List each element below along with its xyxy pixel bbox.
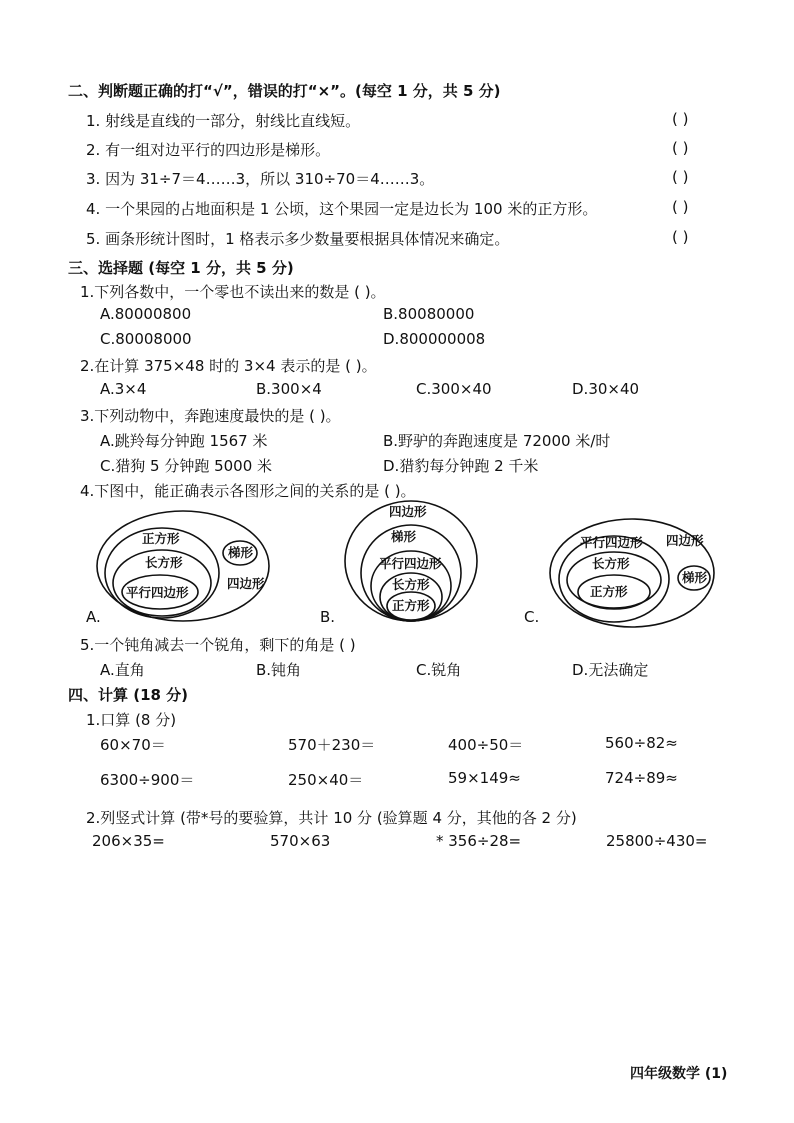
diag-b-label-rectangle: 长方形 — [392, 577, 430, 592]
q2-option-b[interactable]: B.300×4 — [256, 380, 322, 398]
diag-a-label-quadrilateral: 四边形 — [227, 576, 265, 591]
venn-diagram-b — [343, 498, 479, 624]
oral-calc-1: 60×70＝ — [100, 736, 166, 754]
judge-item-2: 2. 有一组对边平行的四边形是梯形。 — [86, 141, 331, 159]
diag-a-label-parallelogram: 平行四边形 — [126, 585, 189, 600]
q4-stem: 4.下图中，能正确表示各图形之间的关系的是 ( )。 — [80, 482, 416, 500]
written-calc-4: 25800÷430= — [606, 832, 708, 850]
venn-diagram-c — [548, 517, 718, 629]
judge-blank-4[interactable]: ( ) — [672, 198, 689, 216]
q1-option-d[interactable]: D.800000008 — [383, 330, 486, 348]
q4-option-c[interactable]: C. — [524, 608, 540, 626]
written-calc-title: 2.列竖式计算 (带*号的要验算，共计 10 分 (验算题 4 分，其他的各 2 分) — [86, 809, 577, 827]
diag-c-label-rectangle: 长方形 — [592, 556, 630, 571]
oral-calc-title: 1.口算 (8 分) — [86, 711, 177, 729]
q2-option-d[interactable]: D.30×40 — [572, 380, 640, 398]
diag-a-label-square: 正方形 — [142, 531, 180, 546]
judge-blank-1[interactable]: ( ) — [672, 110, 689, 128]
q1-option-a[interactable]: A.80000800 — [100, 305, 192, 323]
q1-option-c[interactable]: C.80008000 — [100, 330, 192, 348]
judge-item-3: 3. 因为 31÷7＝4……3，所以 310÷70＝4……3。 — [86, 170, 435, 188]
q1-stem: 1.下列各数中，一个零也不读出来的数是 ( )。 — [80, 283, 386, 301]
written-calc-1: 206×35= — [92, 832, 165, 850]
diag-b-label-trapezoid: 梯形 — [391, 529, 417, 544]
q3-stem: 3.下列动物中，奔跑速度最快的是 ( )。 — [80, 407, 341, 425]
q5-stem: 5.一个钝角减去一个锐角，剩下的角是 ( ) — [80, 636, 356, 654]
q5-option-b[interactable]: B.钝角 — [256, 661, 302, 679]
q5-option-c[interactable]: C.锐角 — [416, 661, 462, 679]
q2-option-c[interactable]: C.300×40 — [416, 380, 492, 398]
q5-option-d[interactable]: D.无法确定 — [572, 661, 649, 679]
section-4-title: 四、计算 (18 分) — [68, 686, 189, 704]
q4-option-a[interactable]: A. — [86, 608, 101, 626]
diag-c-label-trapezoid: 梯形 — [682, 570, 708, 585]
judge-blank-5[interactable]: ( ) — [672, 228, 689, 246]
oral-calc-7: 59×149≈ — [448, 769, 521, 787]
judge-item-4: 4. 一个果园的占地面积是 1 公顷，这个果园一定是边长为 100 米的正方形。 — [86, 200, 598, 218]
diag-a-label-rectangle: 长方形 — [145, 555, 183, 570]
q3-option-a[interactable]: A.跳羚每分钟跑 1567 米 — [100, 432, 268, 450]
section-2-title: 二、判断题正确的打“√”，错误的打“×”。(每空 1 分，共 5 分) — [68, 82, 501, 100]
judge-blank-3[interactable]: ( ) — [672, 168, 689, 186]
q5-option-a[interactable]: A.直角 — [100, 661, 145, 679]
venn-diagram-a — [95, 505, 275, 625]
oral-calc-8: 724÷89≈ — [605, 769, 678, 787]
diag-b-label-parallelogram: 平行四边形 — [379, 556, 442, 571]
page-footer: 四年级数学 (1) — [630, 1066, 728, 1082]
oral-calc-5: 6300÷900＝ — [100, 771, 195, 789]
oral-calc-4: 560÷82≈ — [605, 734, 678, 752]
diag-a-label-trapezoid: 梯形 — [228, 545, 254, 560]
judge-item-1: 1. 射线是直线的一部分，射线比直线短。 — [86, 112, 361, 130]
q4-option-b[interactable]: B. — [320, 608, 336, 626]
section-3-title: 三、选择题 (每空 1 分，共 5 分) — [68, 259, 294, 277]
q2-option-a[interactable]: A.3×4 — [100, 380, 147, 398]
oral-calc-3: 400÷50＝ — [448, 736, 524, 754]
q3-option-c[interactable]: C.猎狗 5 分钟跑 5000 米 — [100, 457, 273, 475]
written-calc-2: 570×63 — [270, 832, 331, 850]
diag-c-label-parallelogram: 平行四边形 — [580, 535, 643, 550]
oral-calc-6: 250×40＝ — [288, 771, 364, 789]
judge-blank-2[interactable]: ( ) — [672, 139, 689, 157]
written-calc-3: * 356÷28= — [436, 832, 522, 850]
diag-c-label-quadrilateral: 四边形 — [666, 533, 704, 548]
diag-b-label-square: 正方形 — [392, 598, 430, 613]
q1-option-b[interactable]: B.80080000 — [383, 305, 475, 323]
judge-item-5: 5. 画条形统计图时，1 格表示多少数量要根据具体情况来确定。 — [86, 230, 510, 248]
oral-calc-2: 570＋230＝ — [288, 736, 376, 754]
diag-b-label-quadrilateral: 四边形 — [389, 504, 427, 519]
q3-option-d[interactable]: D.猎豹每分钟跑 2 千米 — [383, 457, 539, 475]
q3-option-b[interactable]: B.野驴的奔跑速度是 72000 米/时 — [383, 432, 611, 450]
diag-c-label-square: 正方形 — [590, 584, 628, 599]
q2-stem: 2.在计算 375×48 时的 3×4 表示的是 ( )。 — [80, 357, 377, 375]
